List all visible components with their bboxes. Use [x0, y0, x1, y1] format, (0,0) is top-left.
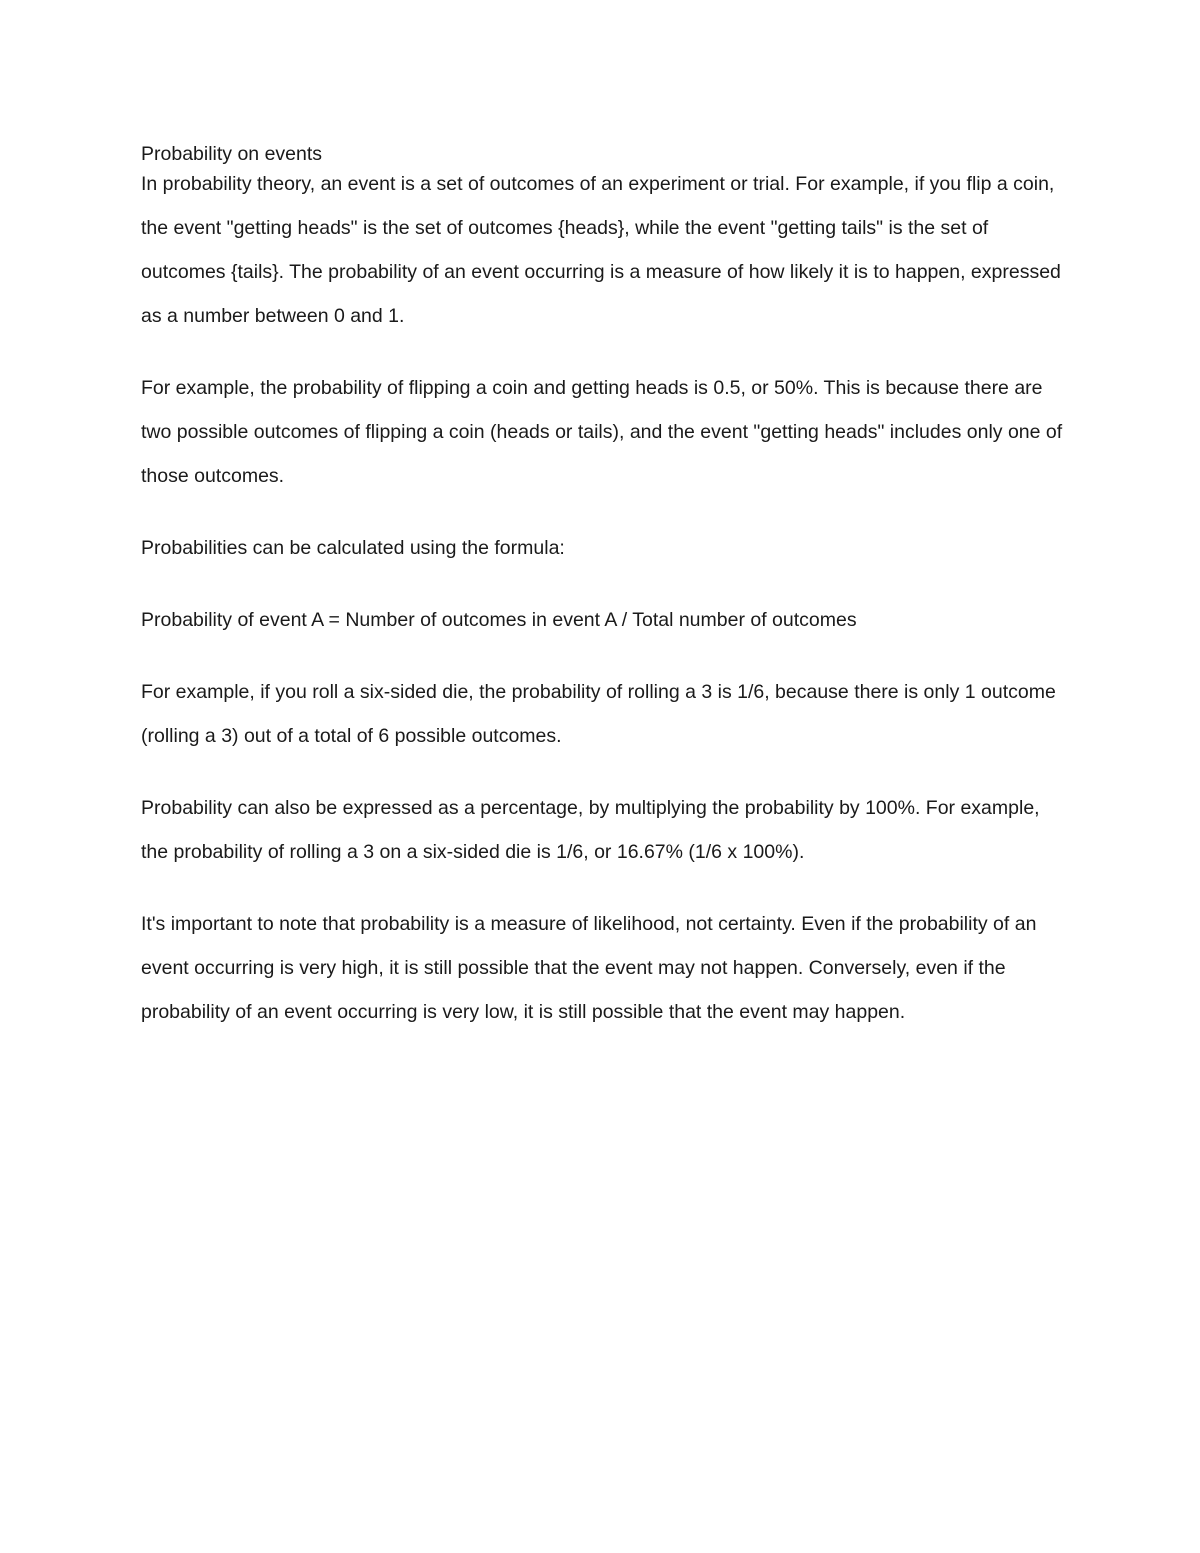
paragraph-formula: Probability of event A = Number of outcomes in event A / Total number of outcomes [141, 609, 857, 631]
paragraph-coin-example: For example, the probability of flipping a coin and getting heads is 0.5, or 50%. This is because there are two possible outcomes of flipping a coin (heads or tails), and the event "getting heads" includes only one of those outcomes. [141, 377, 1063, 487]
paragraph-percentage: Probability can also be expressed as a percentage, by multiplying the probability by 100%. For example, the probability of rolling a 3 on a six-sided die is 1/6, or 16.67% (1/6 x 100%). [141, 797, 1040, 863]
document-body [141, 140, 1071, 1062]
paragraph-event-definition: In probability theory, an event is a set of outcomes of an experiment or trial. For example, if you flip a coin, the event "getting heads" is the set of outcomes {heads}, while the event "getting tails" is the set of outcomes {tails}. The probability of an event occurring is a measure of how likely it is to happen, expressed as a number between 0 and 1. [141, 173, 1061, 327]
paragraph-die-example: For example, if you roll a six-sided die, the probability of rolling a 3 is 1/6, because there is only 1 outcome (rolling a 3) out of a total of 6 possible outcomes. [141, 681, 1056, 747]
paragraph-likelihood-note: It's important to note that probability is a measure of likelihood, not certainty. Even if the probability of an event occurring is very high, it is still possible that the event may not happen. Conversely, even if the probability of an event occurring is very low, it is still possible that the event may happen. [141, 913, 1037, 1023]
paragraph-formula-intro: Probabilities can be calculated using the formula: [141, 537, 565, 559]
document-title: Probability on events [141, 143, 323, 165]
